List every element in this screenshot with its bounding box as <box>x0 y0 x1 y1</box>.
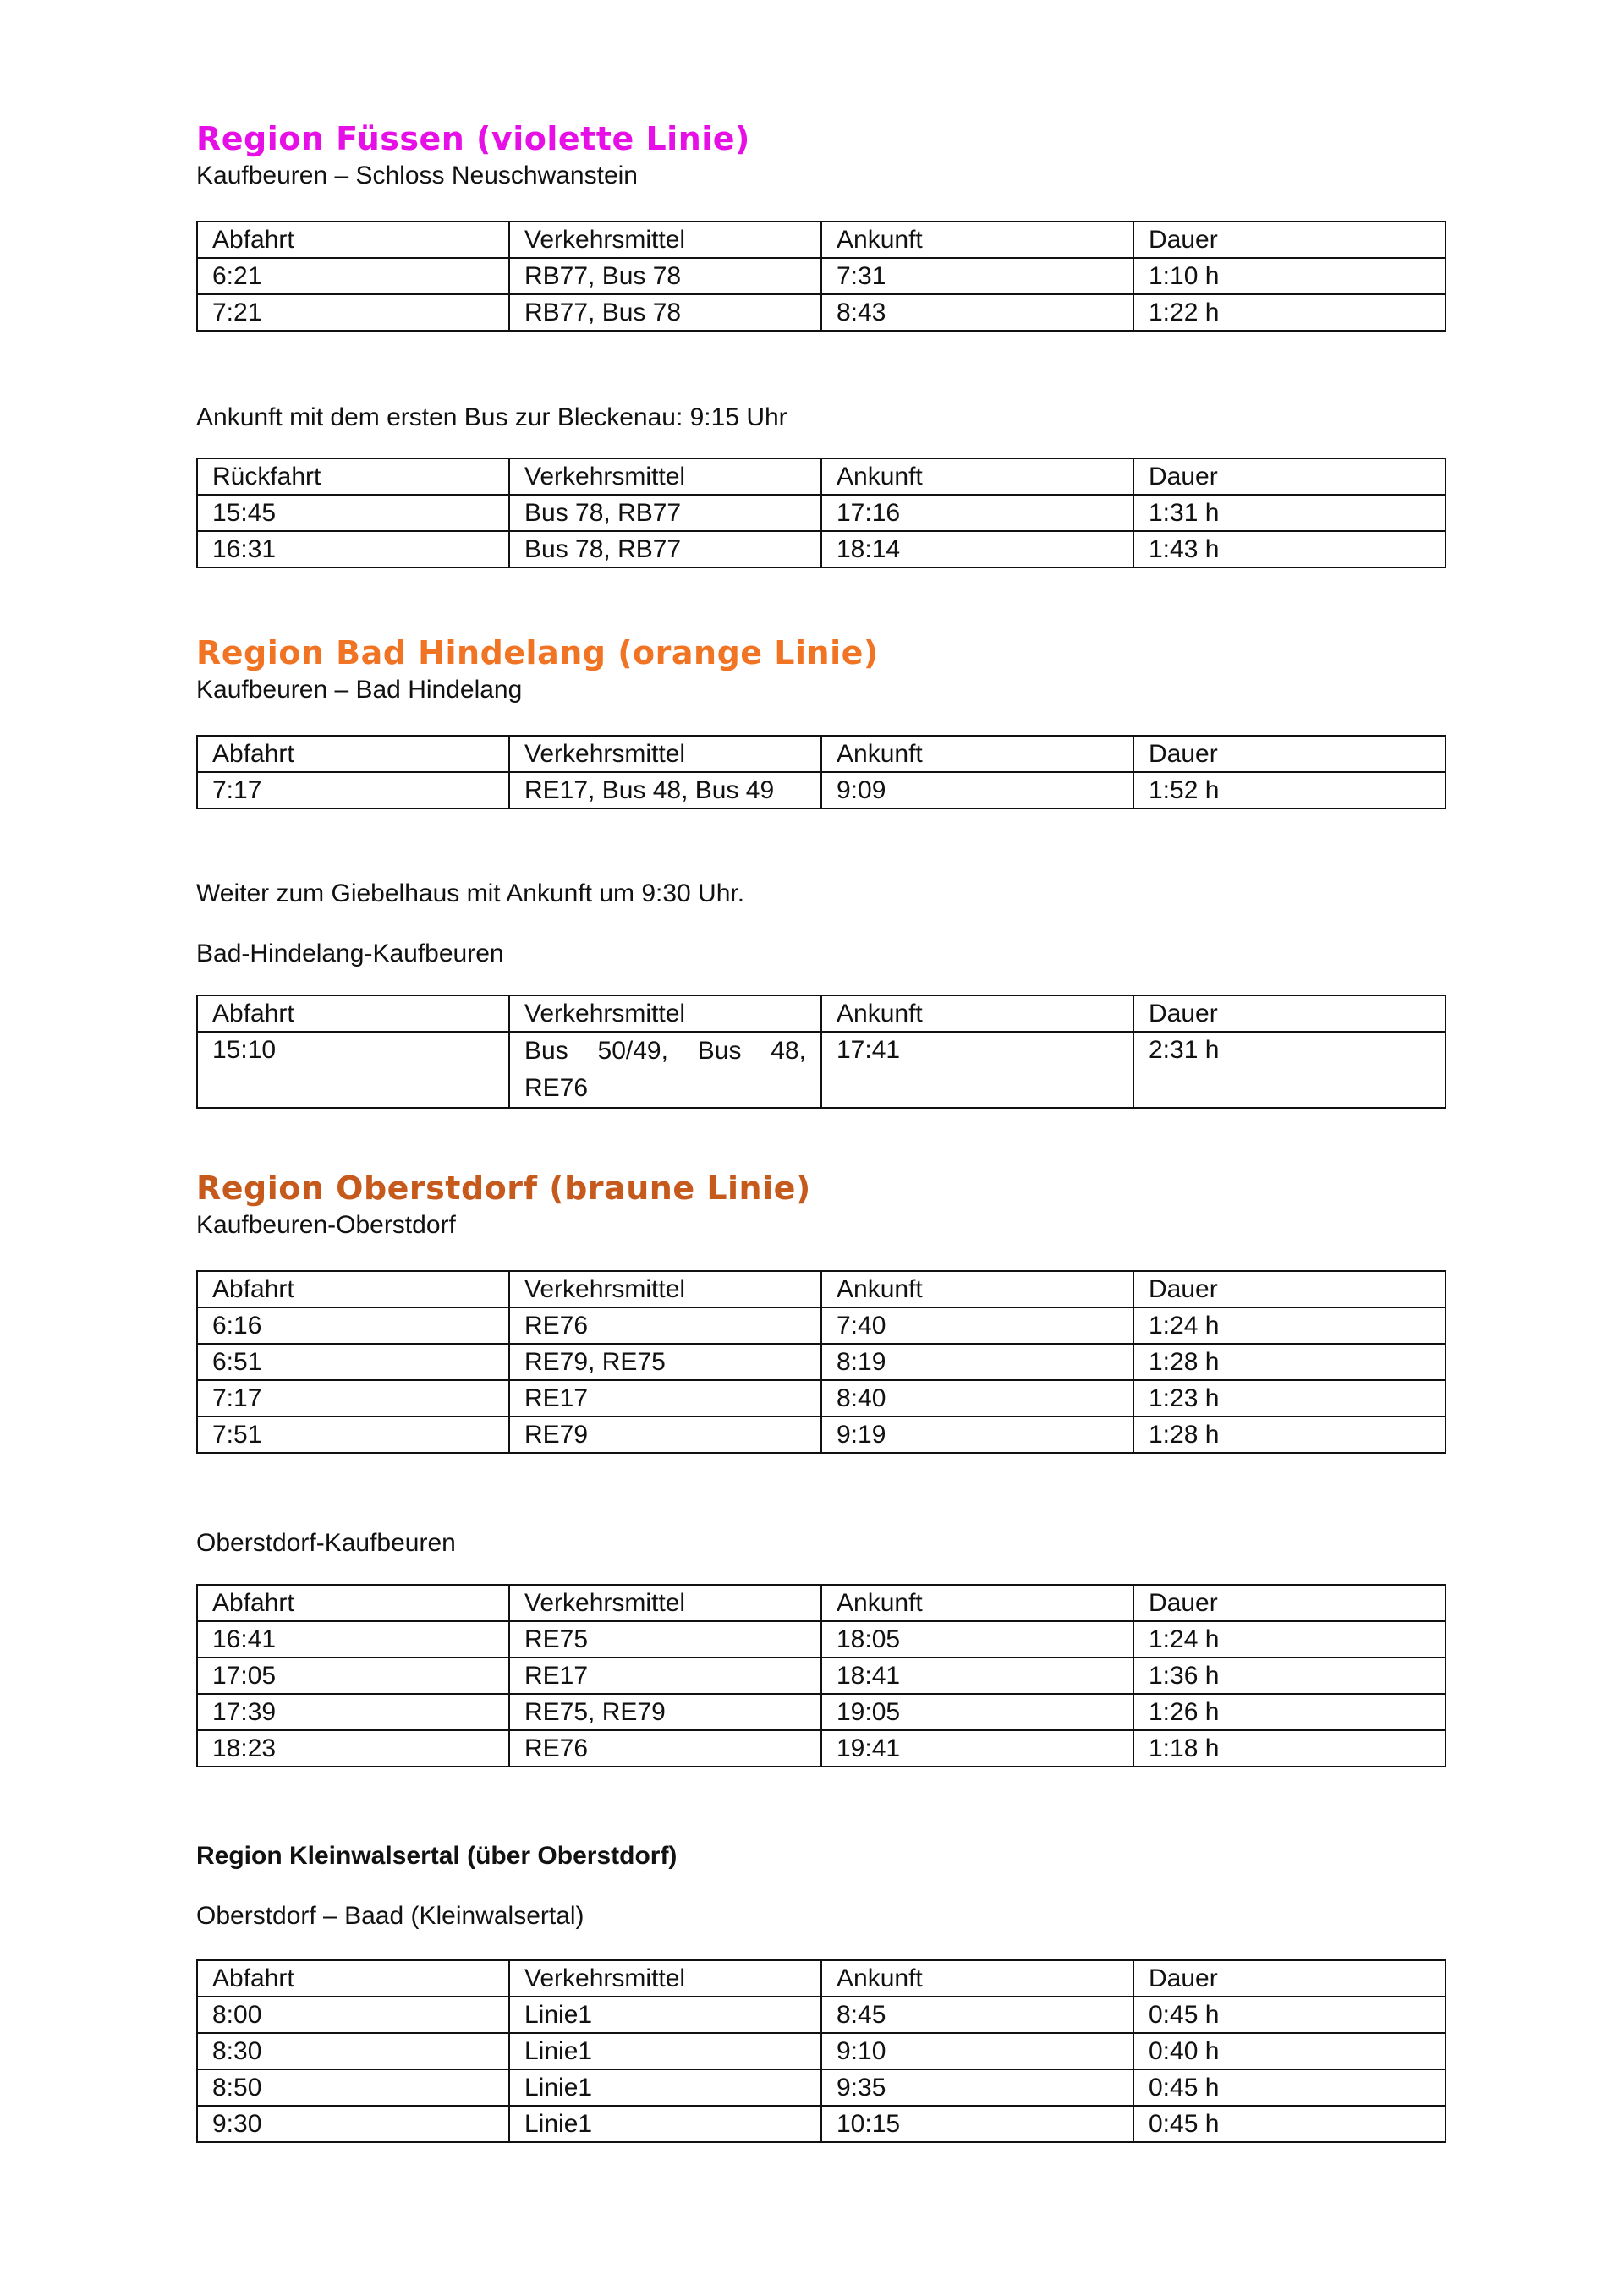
table-header-cell: Dauer <box>1133 1271 1446 1307</box>
table-cell: 19:41 <box>821 1730 1133 1767</box>
table-cell: 18:23 <box>197 1730 509 1767</box>
table-header-row <box>197 1585 1446 1621</box>
section-title-hindelang: Region Bad Hindelang (orange Linie) <box>196 634 879 671</box>
table-header-cell: Ankunft <box>821 995 1133 1032</box>
note-hindelang: Weiter zum Giebelhaus mit Ankunft um 9:30 Uhr. <box>196 879 745 907</box>
table-cell: Bus 50/49, Bus 48, RE76 <box>509 1032 821 1108</box>
table-cell: 10:15 <box>821 2106 1133 2142</box>
table-row <box>197 1417 1446 1453</box>
table-cell: RE76 <box>509 1307 821 1344</box>
table-header-cell: Dauer <box>1133 995 1446 1032</box>
table-cell: 1:52 h <box>1133 772 1446 808</box>
table-cell: 9:19 <box>821 1417 1133 1453</box>
table-cell: 18:14 <box>821 531 1133 567</box>
table-header-cell: Ankunft <box>821 458 1133 495</box>
table-header-cell: Abfahrt <box>197 1585 509 1621</box>
table-row <box>197 2069 1446 2106</box>
table-cell: RE75 <box>509 1621 821 1658</box>
table-cell: 18:05 <box>821 1621 1133 1658</box>
table-header-cell: Abfahrt <box>197 222 509 258</box>
table-cell: Bus 78, RB77 <box>509 531 821 567</box>
table-cell: 1:23 h <box>1133 1380 1446 1417</box>
table-header-cell: Verkehrsmittel <box>509 736 821 772</box>
table-cell: 7:17 <box>197 772 509 808</box>
section-title-kleinwalsertal: Region Kleinwalsertal (über Oberstdorf) <box>196 1842 678 1870</box>
table-header-cell: Verkehrsmittel <box>509 1960 821 1997</box>
table-row <box>197 772 1446 808</box>
table-cell: 8:19 <box>821 1344 1133 1380</box>
timetable <box>196 458 1446 568</box>
table-cell: 1:24 h <box>1133 1621 1446 1658</box>
route-fuessen: Kaufbeuren – Schloss Neuschwanstein <box>196 162 638 189</box>
table-header-cell: Ankunft <box>821 222 1133 258</box>
table-cell: RB77, Bus 78 <box>509 258 821 294</box>
table-cell: 8:45 <box>821 1997 1133 2033</box>
table-cell: 0:40 h <box>1133 2033 1446 2069</box>
table-cell: 1:28 h <box>1133 1417 1446 1453</box>
table-header-row <box>197 222 1446 258</box>
table-cell: RE17 <box>509 1658 821 1694</box>
table-header-cell: Dauer <box>1133 736 1446 772</box>
table-header-cell: Dauer <box>1133 1960 1446 1997</box>
table-cell: RE79, RE75 <box>509 1344 821 1380</box>
table-row <box>197 531 1446 567</box>
table-cell: 7:40 <box>821 1307 1133 1344</box>
table-cell: Bus 78, RB77 <box>509 495 821 531</box>
table-cell: 1:26 h <box>1133 1694 1446 1730</box>
table-cell: 17:39 <box>197 1694 509 1730</box>
table-cell: 8:43 <box>821 294 1133 331</box>
table-row <box>197 1344 1446 1380</box>
table-header-cell: Rückfahrt <box>197 458 509 495</box>
table-cell: 1:24 h <box>1133 1307 1446 1344</box>
table-cell: 1:31 h <box>1133 495 1446 531</box>
table-cell: 9:09 <box>821 772 1133 808</box>
table-row <box>197 294 1446 331</box>
table-row <box>197 1380 1446 1417</box>
table-cell: 6:16 <box>197 1307 509 1344</box>
table-header-row <box>197 1271 1446 1307</box>
table-header-cell: Ankunft <box>821 1585 1133 1621</box>
table-cell: 16:41 <box>197 1621 509 1658</box>
table-cell: 0:45 h <box>1133 1997 1446 2033</box>
table-cell: 1:22 h <box>1133 294 1446 331</box>
table-row <box>197 1997 1446 2033</box>
table-cell: 7:31 <box>821 258 1133 294</box>
table-cell: 1:28 h <box>1133 1344 1446 1380</box>
table-cell: 15:45 <box>197 495 509 531</box>
table-row <box>197 2033 1446 2069</box>
table-cell: 17:16 <box>821 495 1133 531</box>
table-row <box>197 1307 1446 1344</box>
table-row <box>197 1730 1446 1767</box>
table-header-cell: Ankunft <box>821 736 1133 772</box>
table-header-cell: Abfahrt <box>197 995 509 1032</box>
route-oberstdorf: Kaufbeuren-Oberstdorf <box>196 1211 456 1239</box>
route-kleinwalsertal: Oberstdorf – Baad (Kleinwalsertal) <box>196 1902 584 1930</box>
table-cell: 0:45 h <box>1133 2106 1446 2142</box>
table-row <box>197 1621 1446 1658</box>
table-cell: 9:10 <box>821 2033 1133 2069</box>
return-route-oberstdorf: Oberstdorf-Kaufbeuren <box>196 1529 456 1557</box>
table-cell: RE79 <box>509 1417 821 1453</box>
table-cell: Linie1 <box>509 2069 821 2106</box>
table-cell: 8:00 <box>197 1997 509 2033</box>
table-cell: 8:40 <box>821 1380 1133 1417</box>
table-cell: RB77, Bus 78 <box>509 294 821 331</box>
table-header-cell: Dauer <box>1133 1585 1446 1621</box>
note-fuessen: Ankunft mit dem ersten Bus zur Bleckenau: 9:15 Uhr <box>196 403 787 431</box>
table-cell: Linie1 <box>509 2033 821 2069</box>
section-title-oberstdorf: Region Oberstdorf (braune Linie) <box>196 1170 811 1207</box>
table-header-cell: Verkehrsmittel <box>509 1271 821 1307</box>
table-row <box>197 1032 1446 1108</box>
table-row <box>197 1694 1446 1730</box>
timetable <box>196 221 1446 332</box>
timetable <box>196 1584 1446 1767</box>
table-cell: 17:41 <box>821 1032 1133 1108</box>
table-header-row <box>197 1960 1446 1997</box>
table-cell: Linie1 <box>509 2106 821 2142</box>
table-header-cell: Verkehrsmittel <box>509 458 821 495</box>
table-row <box>197 258 1446 294</box>
table-header-cell: Abfahrt <box>197 736 509 772</box>
table-cell: 6:21 <box>197 258 509 294</box>
table-row <box>197 495 1446 531</box>
table-cell: 1:10 h <box>1133 258 1446 294</box>
table-cell: RE76 <box>509 1730 821 1767</box>
table-cell: 1:43 h <box>1133 531 1446 567</box>
table-cell: 9:35 <box>821 2069 1133 2106</box>
table-header-cell: Abfahrt <box>197 1960 509 1997</box>
table-cell: 18:41 <box>821 1658 1133 1694</box>
table-header-cell: Verkehrsmittel <box>509 995 821 1032</box>
table-cell: RE75, RE79 <box>509 1694 821 1730</box>
table-row <box>197 1658 1446 1694</box>
timetable <box>196 1270 1446 1454</box>
table-cell: 1:18 h <box>1133 1730 1446 1767</box>
table-cell: 7:51 <box>197 1417 509 1453</box>
table-header-row <box>197 736 1446 772</box>
table-cell: 6:51 <box>197 1344 509 1380</box>
table-header-cell: Ankunft <box>821 1960 1133 1997</box>
table-header-cell: Verkehrsmittel <box>509 222 821 258</box>
table-header-cell: Dauer <box>1133 458 1446 495</box>
table-cell: 7:21 <box>197 294 509 331</box>
section-fuessen <box>196 119 1446 193</box>
table-cell: RE17 <box>509 1380 821 1417</box>
table-cell: 2:31 h <box>1133 1032 1446 1108</box>
table-cell: 8:50 <box>197 2069 509 2106</box>
route-hindelang: Kaufbeuren – Bad Hindelang <box>196 676 523 704</box>
table-row <box>197 2106 1446 2142</box>
table-header-cell: Dauer <box>1133 222 1446 258</box>
section-title-fuessen: Region Füssen (violette Linie) <box>196 120 750 157</box>
table-cell: 1:36 h <box>1133 1658 1446 1694</box>
table-cell: 17:05 <box>197 1658 509 1694</box>
table-cell: 9:30 <box>197 2106 509 2142</box>
table-cell: 0:45 h <box>1133 2069 1446 2106</box>
table-cell: 15:10 <box>197 1032 509 1108</box>
table-cell: 7:17 <box>197 1380 509 1417</box>
timetable <box>196 735 1446 809</box>
table-cell: 8:30 <box>197 2033 509 2069</box>
section-oberstdorf <box>196 1169 1446 1242</box>
return-route-hindelang: Bad-Hindelang-Kaufbeuren <box>196 940 504 967</box>
section-hindelang <box>196 633 1446 707</box>
timetable <box>196 1959 1446 2143</box>
table-header-row <box>197 458 1446 495</box>
table-header-cell: Verkehrsmittel <box>509 1585 821 1621</box>
table-cell: 19:05 <box>821 1694 1133 1730</box>
table-cell: 16:31 <box>197 531 509 567</box>
timetable <box>196 995 1446 1109</box>
table-header-cell: Abfahrt <box>197 1271 509 1307</box>
table-cell: RE17, Bus 48, Bus 49 <box>509 772 821 808</box>
table-cell: Linie1 <box>509 1997 821 2033</box>
table-header-row <box>197 995 1446 1032</box>
table-header-cell: Ankunft <box>821 1271 1133 1307</box>
